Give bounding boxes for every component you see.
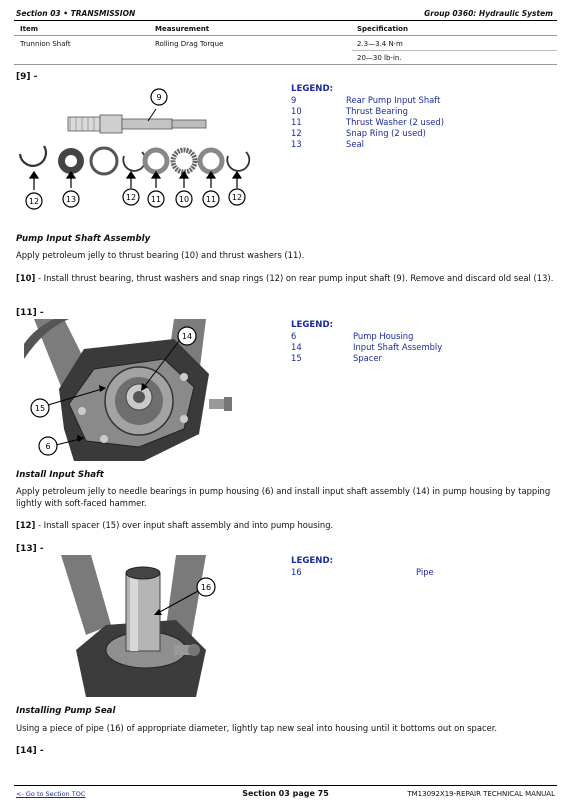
legend-text: Thrust Bearing (346, 106, 408, 116)
thrust-washer-1 (145, 150, 167, 172)
section-toc-link[interactable]: <- Go to Section TOC (16, 790, 86, 798)
install-input-shaft-heading: Install Input Shaft (16, 470, 104, 480)
svg-text:13: 13 (65, 195, 77, 204)
legend-number: 9 (291, 95, 297, 105)
legend-text: Thrust Washer (2 used) (346, 117, 444, 127)
pipe-seal-photo (56, 555, 226, 697)
installing-pump-seal-text: Using a piece of pipe (16) of appropriate diameter, lightly tap new seal into housing until it bottoms out on spacer. (16, 723, 498, 733)
svg-text:6: 6 (45, 442, 51, 451)
table-cell-item: Trunnion Shaft (20, 40, 71, 48)
step-10-label: [10] (16, 273, 36, 283)
svg-text:11: 11 (205, 195, 217, 204)
step-12-label: [12] (16, 520, 36, 530)
step-13-legend-title: LEGEND: (291, 556, 334, 566)
legend-text: Snap Ring (2 used) (346, 128, 426, 138)
step-9-label: [9] - (16, 72, 38, 82)
step-12-text: - Install spacer (15) over input shaft assembly and into pump housing. (35, 520, 334, 530)
svg-text:9: 9 (156, 93, 162, 102)
footer-rule (14, 785, 557, 786)
legend-text: Seal (346, 139, 364, 149)
step-10-paragraph (16, 272, 556, 284)
snap-ring-middle (123, 152, 145, 171)
table-inner-rule (352, 50, 557, 51)
legend-number: 13 (291, 139, 302, 149)
group-title: Group 0360: Hydraulic System (424, 9, 553, 18)
snap-ring-right (227, 152, 249, 171)
svg-text:12: 12 (125, 193, 137, 202)
parts-exploded-illustration (18, 84, 258, 214)
step-12-paragraph (16, 519, 556, 531)
pump-housing-photo-drawing (24, 319, 236, 461)
thrust-bearing (173, 150, 195, 172)
legend-text: Pipe (416, 567, 434, 577)
step-10-text: - Install thrust bearing, thrust washers and snap rings (12) on rear pump input shaft (9). Remove and discard old seal (13). (35, 273, 554, 283)
svg-text:14: 14 (181, 332, 193, 341)
table-cell-measurement: Rolling Drag Torque (155, 40, 224, 48)
installing-pump-seal-heading: Installing Pump Seal (16, 706, 116, 716)
table-header-specification: Specification (357, 25, 408, 33)
legend-text: Pump Housing (353, 331, 414, 341)
rear-pump-input-shaft-drawing (68, 115, 206, 133)
page-number: Section 03 page 75 (242, 789, 329, 798)
table-cell-spec-imperial: 20—30 lb-in. (357, 54, 402, 62)
table-header-measurement: Measurement (155, 25, 210, 33)
table-cell-spec-metric: 2.3—3.4 N·m (357, 40, 403, 48)
legend-number: 12 (291, 128, 302, 138)
step-9-legend-title: LEGEND: (291, 84, 334, 94)
step-11-label: [11] - (16, 308, 44, 318)
svg-text:10: 10 (178, 195, 190, 204)
legend-number: 11 (291, 117, 302, 127)
install-input-shaft-text: Apply petroleum jelly to needle bearings in pump housing (6) and install input shaft assembly (14) in pump housing by tapping lightly with soft-faced hammer. (16, 486, 551, 508)
table-header-rule (14, 35, 557, 36)
svg-text:12: 12 (231, 193, 243, 202)
svg-text:16: 16 (200, 583, 212, 592)
manual-id: TM13092X19-REPAIR TECHNICAL MANUAL (407, 790, 555, 798)
table-header-item: Item (20, 25, 38, 33)
svg-text:11: 11 (150, 195, 162, 204)
legend-number: 16 (291, 567, 302, 577)
ring-plain (91, 148, 117, 174)
step-13-label: [13] - (16, 544, 44, 554)
legend-text: Input Shaft Assembly (353, 342, 443, 352)
legend-text: Spacer (353, 353, 382, 363)
pipe-seal-photo-drawing (56, 555, 226, 697)
table-bottom-rule (14, 64, 557, 65)
legend-text: Rear Pump Input Shaft (346, 95, 441, 105)
svg-text:12: 12 (28, 197, 40, 206)
snap-ring-left (20, 146, 46, 166)
legend-number: 10 (291, 106, 302, 116)
pump-input-shaft-assembly-text: Apply petroleum jelly to thrust bearing (10) and thrust washers (11). (16, 250, 305, 260)
legend-number: 15 (291, 353, 302, 363)
legend-number: 6 (291, 331, 297, 341)
pump-input-shaft-assembly-heading: Pump Input Shaft Assembly (16, 234, 151, 244)
step-14-label: [14] - (16, 746, 44, 756)
header-rule (14, 20, 557, 21)
pump-housing-photo (24, 319, 236, 461)
thrust-washer-2 (200, 150, 222, 172)
step-11-legend-title: LEGEND: (291, 320, 334, 330)
svg-text:15: 15 (34, 404, 46, 413)
legend-number: 14 (291, 342, 302, 352)
section-title: Section 03 • TRANSMISSION (16, 9, 136, 18)
seal-drawing (58, 148, 84, 174)
